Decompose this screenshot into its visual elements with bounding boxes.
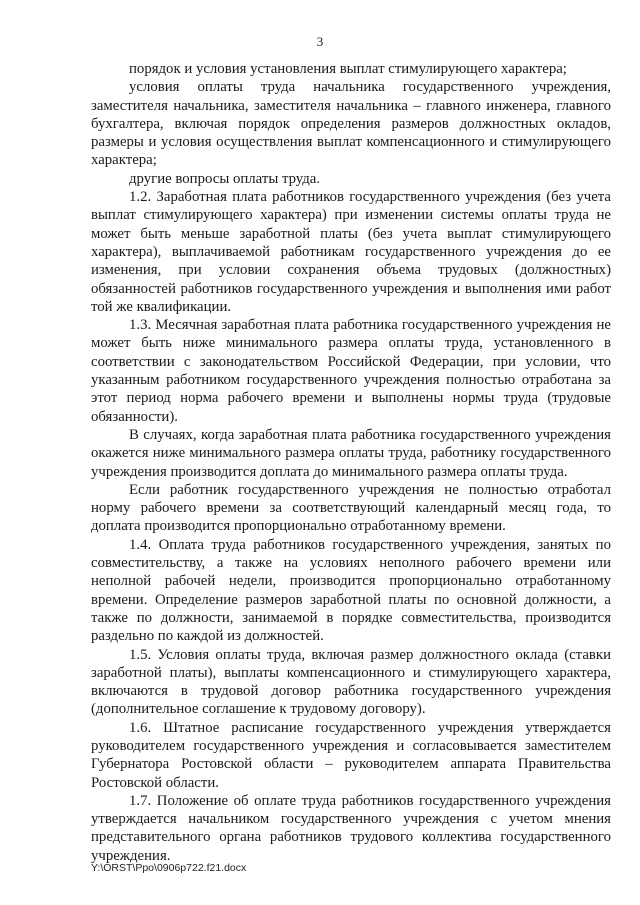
file-path-footer: Y:\ORST\Ppo\0906p722.f21.docx <box>91 862 247 874</box>
paragraph-1-4: 1.4. Оплата труда работников государственного учреждения, занятых по совместительству, а также на условиях неполного рабочего времени или неполной рабочей недели, производится пропорционально отработанному времени. Определение размеров заработной платы по основной должности, а также по должности, занимаемой в порядке совместительства, производится раздельно по каждой из должностей. <box>91 536 611 645</box>
paragraph-1-3-low-wage: В случаях, когда заработная плата работника государственного учреждения окажется ниже минимального размера оплаты труда, работнику государственного учреждения производится доплата до минимального размера оплаты труда. <box>91 426 611 480</box>
paragraph-head-pay-conditions: условия оплаты труда начальника государственного учреждения, заместителя начальника, заместителя начальника – главного инженера, главного бухгалтера, включая порядок определения размеров должностных окладов, размеры и условия осуществления выплат компенсационного и стимулирующего характера; <box>91 79 611 169</box>
paragraph-other-questions: другие вопросы оплаты труда. <box>129 170 321 187</box>
paragraph-1-3-partial-time: Если работник государственного учреждения не полностью отработал норму рабочего времени за соответствующий календарный месяц года, то доплата производится пропорционально отработанному времени. <box>91 481 611 535</box>
paragraph-1-2: 1.2. Заработная плата работников государственного учреждения (без учета выплат стимулирующего характера) при изменении системы оплаты труда не может быть меньше заработной платы (без учета выплат стимулирующего характера), выплачиваемой работникам государственного учреждения до ее изменения, при условии сохранения объема трудовых (должностных) обязанностей работников государственного учреждения и выполнения ими работ той же квалификации. <box>91 189 611 315</box>
paragraph-1-7: 1.7. Положение об оплате труда работников государственного учреждения утверждается начальником государственного учреждения с учетом мнения представительного органа работников трудового коллектива государственного учреждения. <box>91 792 611 864</box>
paragraph-stimulating-payments: порядок и условия установления выплат стимулирующего характера; <box>129 61 567 77</box>
paragraph-1-3: 1.3. Месячная заработная плата работника государственного учреждения не может быть ниже минимального размера оплаты труда, установленного в соответствии с законодательством Российской Федерации, при условии, что указанным работником государственного учреждения полностью отработана за этот период норма рабочего времени и выполнены нормы труда (трудовые обязанности). <box>91 317 611 425</box>
paragraph-1-5: 1.5. Условия оплаты труда, включая размер должностного оклада (ставки заработной платы), выплаты компенсационного и стимулирующего характера, включаются в трудовой договор работника государственного учреждения (дополнительное соглашение к трудовому договору). <box>91 646 611 718</box>
document-body <box>91 60 611 865</box>
paragraph-1-6: 1.6. Штатное расписание государственного учреждения утверждается руководителем государственного учреждения и согласовывается заместителем Губернатора Ростовской области – руководителем аппарата Правительства Ростовской области. <box>91 719 611 791</box>
page-number: 3 <box>316 34 324 49</box>
